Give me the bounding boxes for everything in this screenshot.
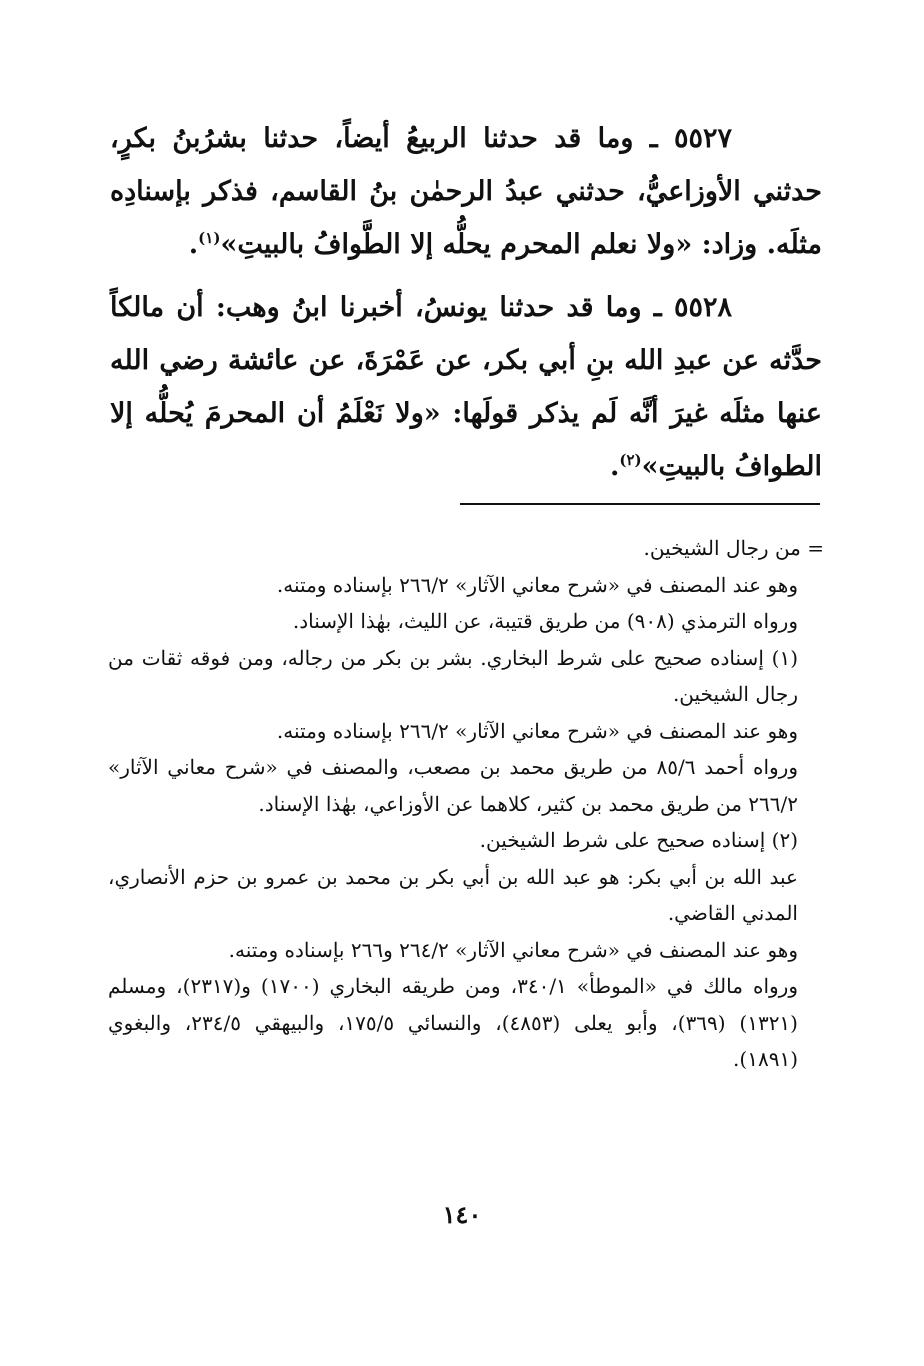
footnote-divider: [460, 503, 820, 505]
footnote-1: (١) إسناده صحيح على شرط البخاري. بشر بن بكر من رجاله، ومن فوقه ثقات من رجال الشيخين.: [108, 645, 798, 706]
page-number: ١٤٠: [442, 1200, 482, 1229]
main-text: [110, 112, 822, 503]
footnote-line: = من رجال الشيخين.: [643, 536, 824, 560]
footnote-ref: (٢): [619, 451, 642, 469]
hadith-text: ٥٥٢٨ ـ وما قد حدثنا يونسُ، أخبرنا ابنُ وهب: أن مالكاً حدَّثه عن عبدِ الله بنِ أبي بكر، عن عَمْرَةَ، عن عائشة رضي الله عنها مثلَه غيرَ أنَّه لَم يذكر قولَها: «ولا نَعْلَمُ أن المحرمَ يُحلُّه إلا الطوافُ بالبيتِ»: [110, 292, 822, 482]
footnote-line: عبد الله بن أبي بكر: هو عبد الله بن أبي بكر بن محمد بن عمرو بن حزم الأنصاري، المدني القاضي.: [108, 864, 798, 925]
footnote-2: (٢) إسناده صحيح على شرط الشيخين.: [479, 828, 798, 852]
footnote-line: ورواه مالك في «الموطأ» ٣٤٠/١، ومن طريقه البخاري (١٧٠٠) و(٢٣١٧)، ومسلم (١٣٢١) (٣٦٩)، وأبو يعلى (٤٨٥٣)، والنسائي ١٧٥/٥، والبيهقي ٢٣٤/٥، والبغوي (١٨٩١).: [108, 974, 798, 1071]
footnotes: [108, 530, 824, 1078]
footnote-line: ورواه أحمد ٨٥/٦ من طريق محمد بن مصعب، والمصنف في «شرح معاني الآثار» ٢٦٦/٢ من طريق محمد بن كثير، كلاهما عن الأوزاعي، بهٰذا الإسناد.: [108, 755, 798, 816]
hadith-paragraph-5527: ٥٥٢٧ ـ وما قد حدثنا الربيعُ أيضاً، حدثنا بشرُبنُ بكرٍ، حدثني الأوزاعيُّ، حدثني عبدُ الرحمٰن بنُ القاسم، فذكر بإسنادِه مثلَه. وزاد: «ولا نعلم المحرم يحلُّه إلا الطَّوافُ بالبيتِ»$^{(١)}$.: [110, 123, 822, 260]
footnote-line: وهو عند المصنف في «شرح معاني الآثار» ٢٦٦/٢ بإسناده ومتنه.: [276, 718, 798, 743]
footnote-line: وهو عند المصنف في «شرح معاني الآثار» ٢٦٦/٢ بإسناده ومتنه.: [276, 572, 798, 597]
hadith-text: ٥٥٢٧ ـ وما قد حدثنا الربيعُ أيضاً، حدثنا بشرُبنُ بكرٍ، حدثني الأوزاعيُّ، حدثني عبدُ الرحمٰن بنُ القاسم، فذكر بإسنادِه مثلَه. وزاد: «ولا نعلم المحرم يحلُّه إلا الطَّوافُ بالبيتِ»: [110, 123, 822, 260]
footnote-line: وهو عند المصنف في «شرح معاني الآثار» ٢٦٤/٢ و٢٦٦ بإسناده ومتنه.: [228, 937, 798, 962]
footnote-line: ورواه الترمذي (٩٠٨) من طريق قتيبة، عن الليث، بهٰذا الإسناد.: [292, 609, 798, 633]
hadith-paragraph-5528: ٥٥٢٨ ـ وما قد حدثنا يونسُ، أخبرنا ابنُ وهب: أن مالكاً حدَّثه عن عبدِ الله بنِ أبي بكر، عن عَمْرَةَ، عن عائشة رضي الله عنها مثلَه غيرَ أنَّه لَم يذكر قولَها: «ولا نَعْلَمُ أن المحرمَ يُحلُّه إلا الطوافُ بالبيتِ»$^{(٢)}$.: [110, 292, 822, 482]
footnote-ref: (١): [198, 229, 221, 247]
